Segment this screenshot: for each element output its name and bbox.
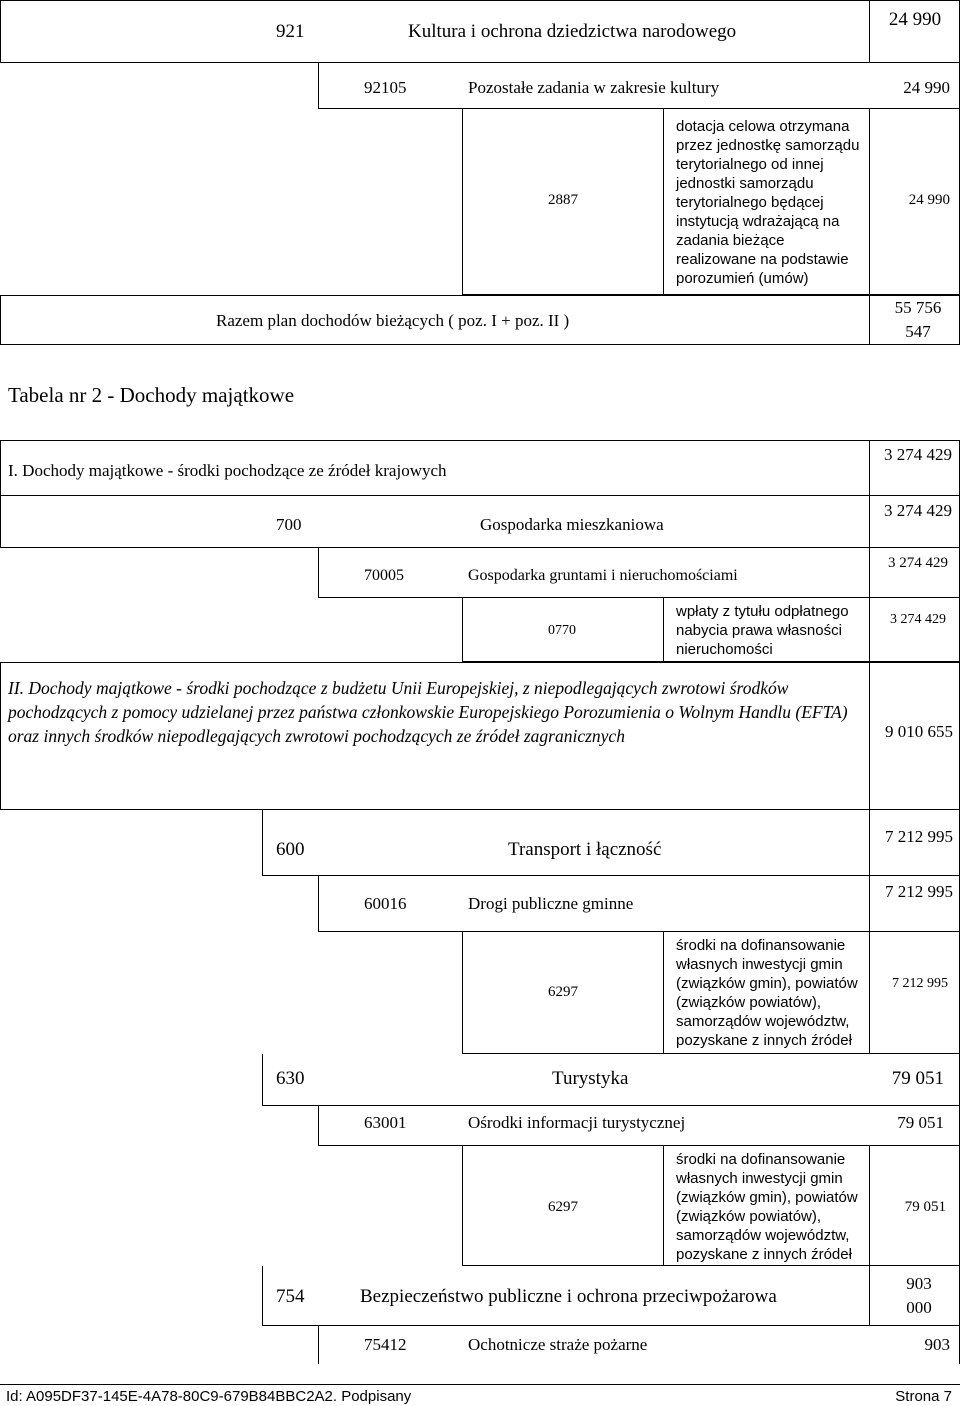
item-6297-a-amount: 7 212 995 (892, 976, 948, 991)
subsection-amount: 24 990 (903, 78, 950, 97)
item-6297-b-code: 6297 (548, 1199, 578, 1215)
section-754-name: Bezpieczeństwo publiczne i ochrona przeciwpożarowa (360, 1286, 777, 1307)
section-name: Kultura i ochrona dziedzictwa narodowego (408, 21, 737, 42)
section-600-code: 600 (276, 839, 305, 860)
section-630-amount: 79 051 (891, 1068, 944, 1089)
section-630-code: 630 (276, 1068, 305, 1089)
item-6297-a-description: środki na dofinansowanie własnych inwestycji gmin (związków gmin), powiatów (związków powiatów), samorządów województw, pozyskane z innych źródeł (676, 937, 858, 1049)
subsection-63001-code: 63001 (364, 1113, 407, 1132)
subsection-70005-code: 70005 (364, 567, 404, 584)
section-600-name: Transport i łączność (508, 839, 662, 860)
item-description: dotacja celowa otrzymana przez jednostkę samorządu terytorialnego od innej jednostki samorządu terytorialnego będącej instytucją wdrażającą na zadania bieżące realizowane na podstawie porozumień (umów) (676, 118, 860, 287)
subsection-63001-name: Ośrodki informacji turystycznej (468, 1113, 686, 1132)
part-2-label: II. Dochody majątkowe - środki pochodzące z budżetu Unii Europejskiej, z niepodlegających zwrotowi środków pochodzących z pomocy udzielanej przez państwa członkowskie Europejskiego Porozumienia o Wolnym Handlu (EFTA) oraz innych środków niepodlegających zwrotowi pochodzących ze źródeł zagranicznych (8, 678, 848, 746)
item-code: 2887 (548, 192, 578, 208)
part-1-label: I. Dochody majątkowe - środki pochodzące ze źródeł krajowych (8, 461, 447, 480)
subsection-60016-row (318, 876, 960, 932)
table-2-title: Tabela nr 2 - Dochody majątkowe (8, 383, 295, 407)
subsection-63001-amount: 79 051 (897, 1113, 944, 1132)
total-current-label: Razem plan dochodów bieżących ( poz. I + poz. II ) (216, 311, 570, 330)
subsection-name: Pozostałe zadania w zakresie kultury (468, 78, 720, 97)
part-1-amount: 3 274 429 (884, 445, 952, 464)
subsection-70005-amount: 3 274 429 (888, 555, 948, 571)
section-754-code: 754 (276, 1286, 305, 1307)
subsection-75412-code: 75412 (364, 1335, 407, 1354)
section-600-amount: 7 212 995 (885, 827, 953, 846)
part-2-amount: 9 010 655 (885, 722, 953, 741)
subsection-code: 92105 (364, 78, 407, 97)
footer-id: Id: A095DF37-145E-4A78-80C9-679B84BBC2A2. Podpisany (6, 1388, 412, 1405)
item-0770-code: 0770 (548, 623, 576, 638)
section-amount: 24 990 (888, 9, 942, 30)
section-754-amount: 903 000 (906, 1274, 932, 1317)
section-700-amount: 3 274 429 (884, 501, 952, 520)
footer-page-number: Strona 7 (895, 1388, 952, 1405)
section-code: 921 (276, 21, 305, 42)
section-700-code: 700 (276, 515, 302, 534)
subsection-60016-code: 60016 (364, 894, 407, 913)
item-0770-amount: 3 274 429 (890, 612, 946, 627)
subsection-75412-name: Ochotnicze straże pożarne (468, 1335, 648, 1354)
item-amount: 24 990 (908, 192, 950, 208)
item-6297-a-code: 6297 (548, 984, 578, 1000)
subsection-75412-amount: 903 (924, 1335, 950, 1354)
subsection-60016-amount: 7 212 995 (885, 882, 953, 901)
item-6297-b-amount: 79 051 (904, 1199, 946, 1215)
section-630-name: Turystyka (552, 1068, 629, 1089)
section-700-name: Gospodarka mieszkaniowa (480, 515, 664, 534)
subsection-60016-name: Drogi publiczne gminne (468, 894, 634, 913)
subsection-70005-name: Gospodarka gruntami i nieruchomościami (468, 567, 738, 584)
total-current-amount: 55 756 547 (894, 298, 942, 341)
item-6297-b-description: środki na dofinansowanie własnych inwestycji gmin (związków gmin), powiatów (związków powiatów), samorządów województw, pozyskane z innych źródeł (676, 1151, 858, 1263)
item-0770-description: wpłaty z tytułu odpłatnego nabycia prawa własności nieruchomości (676, 603, 849, 658)
footer-divider (0, 1384, 960, 1385)
